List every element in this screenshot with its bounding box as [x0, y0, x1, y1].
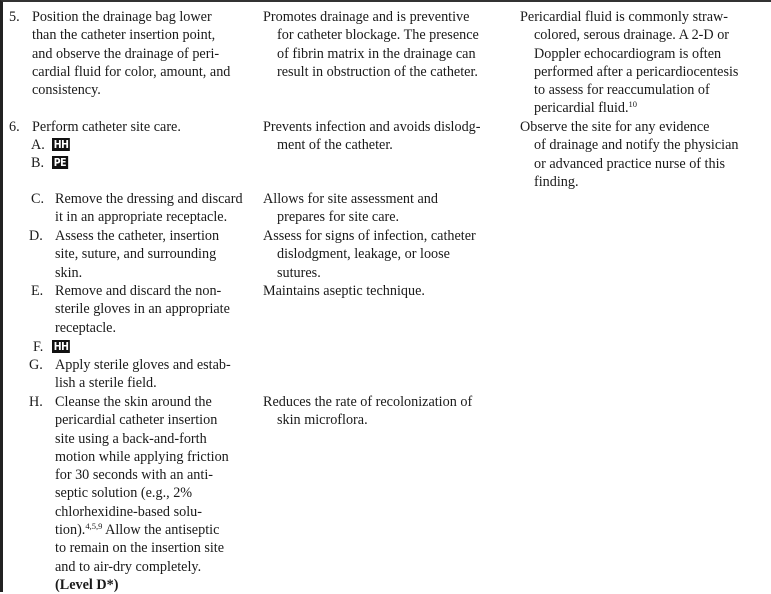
step-6-special-considerations [520, 118, 771, 191]
text-line: result in obstruction of the catheter. [277, 63, 478, 80]
text-line: lish a sterile field. [55, 375, 157, 392]
substep-d [29, 227, 256, 282]
substep-letter: C. [31, 191, 45, 207]
text-line: cardial fluid for color, amount, and [32, 63, 231, 80]
text-line: Assess the catheter, insertion [55, 228, 220, 244]
substep-letter: D. [29, 228, 43, 244]
substep-h [29, 393, 256, 594]
text-line: than the catheter insertion point, [32, 27, 216, 44]
text-line: Remove the dressing and discard [55, 191, 243, 207]
step-6-text: Perform catheter site care. [32, 119, 181, 135]
substep-letter: H. [29, 394, 43, 410]
hand-hygiene-icon: HH [53, 340, 69, 353]
text-line: pericardial catheter insertion [55, 412, 218, 429]
text-line: consistency. [32, 82, 101, 99]
text-line: to assess for reaccumulation of [534, 82, 710, 99]
text-line: Promotes drainage and is preventive [263, 9, 470, 25]
text-line: for catheter blockage. The presence [277, 27, 479, 44]
text-line: Reduces the rate of recolonization of [263, 394, 473, 410]
personal-protective-equipment-icon: PE [53, 156, 67, 169]
substep-a [31, 136, 251, 154]
substep-f [33, 338, 253, 356]
text-line: site using a back-and-forth [55, 430, 207, 447]
text-line: and to air-dry completely. [55, 558, 202, 575]
text-line: performed after a pericardiocentesis [534, 63, 739, 80]
text-line: colored, serous drainage. A 2-D or [534, 27, 730, 44]
substep-c-rationale [263, 190, 511, 227]
text-line: Doppler echocardiogram is often [534, 45, 722, 62]
text-line: Pericardial fluid is commonly straw- [520, 9, 729, 25]
substep-letter: F. [33, 339, 44, 355]
substep-g [29, 356, 256, 393]
step-5 [9, 8, 254, 99]
text-fragment: pericardial fluid. [534, 100, 629, 117]
text-line: ment of the catheter. [277, 137, 393, 154]
text-line [534, 99, 771, 117]
step-6-rationale [263, 118, 511, 155]
text-line: or advanced practice nurse of this [534, 155, 726, 172]
substep-b [31, 154, 251, 172]
substep-h-rationale [263, 393, 511, 430]
text-line: site, suture, and surrounding [55, 246, 217, 263]
substep-c [31, 190, 256, 227]
text-line: skin. [55, 264, 83, 281]
substep-e-rationale [263, 282, 511, 300]
text-line: of drainage and notify the physician [534, 137, 739, 154]
substep-letter: B. [31, 155, 45, 171]
reference-superscript: 10 [628, 99, 638, 110]
text-line: receptacle. [55, 319, 117, 336]
step-number: 5. [9, 9, 20, 25]
text-line [55, 521, 256, 539]
text-line: dislodgment, leakage, or loose [277, 246, 450, 263]
substep-letter: E. [31, 283, 44, 299]
text-line: and observe the drainage of peri- [32, 45, 220, 62]
text-line: Prevents infection and avoids dislodg- [263, 119, 481, 135]
text-line: motion while applying friction [55, 448, 229, 465]
step-5-special-considerations [520, 8, 771, 118]
text-line: finding. [534, 173, 579, 190]
text-line: for 30 seconds with an anti- [55, 467, 213, 484]
text-line: Allows for site assessment and [263, 191, 438, 207]
step-6 [9, 118, 254, 136]
substep-letter: G. [29, 357, 43, 373]
text-line: to remain on the insertion site [55, 540, 225, 557]
text-line: Observe the site for any evidence [520, 119, 710, 135]
text-line: it in an appropriate receptacle. [55, 209, 228, 226]
text-line: Maintains aseptic technique. [263, 283, 425, 299]
text-line: Cleanse the skin around the [55, 394, 212, 410]
step-number: 6. [9, 119, 20, 135]
substep-d-rationale [263, 227, 511, 282]
text-line: Assess for signs of infection, catheter [263, 228, 476, 244]
text-line: sterile gloves in an appropriate [55, 301, 230, 318]
substep-letter: A. [31, 137, 45, 153]
step-5-text [32, 8, 254, 99]
text-line: of fibrin matrix in the drainage can [277, 45, 476, 62]
text-line: Remove and discard the non- [55, 283, 222, 299]
text-line: Apply sterile gloves and estab- [55, 357, 231, 373]
evidence-level: (Level D*) [55, 576, 119, 593]
text-line: Position the drainage bag lower [32, 9, 212, 25]
text-line: chlorhexidine-based solu- [55, 503, 202, 520]
text-fragment: tion). [55, 522, 86, 539]
substep-e [31, 282, 256, 337]
reference-superscript: 4,5,9 [85, 521, 103, 532]
text-fragment: Allow the antiseptic [102, 522, 220, 539]
step-5-rationale [263, 8, 511, 81]
text-line: sutures. [277, 264, 321, 281]
hand-hygiene-icon: HH [53, 138, 69, 151]
text-line: prepares for site care. [277, 209, 400, 226]
text-line: septic solution (e.g., 2% [55, 485, 193, 502]
text-line: skin microflora. [277, 412, 368, 429]
